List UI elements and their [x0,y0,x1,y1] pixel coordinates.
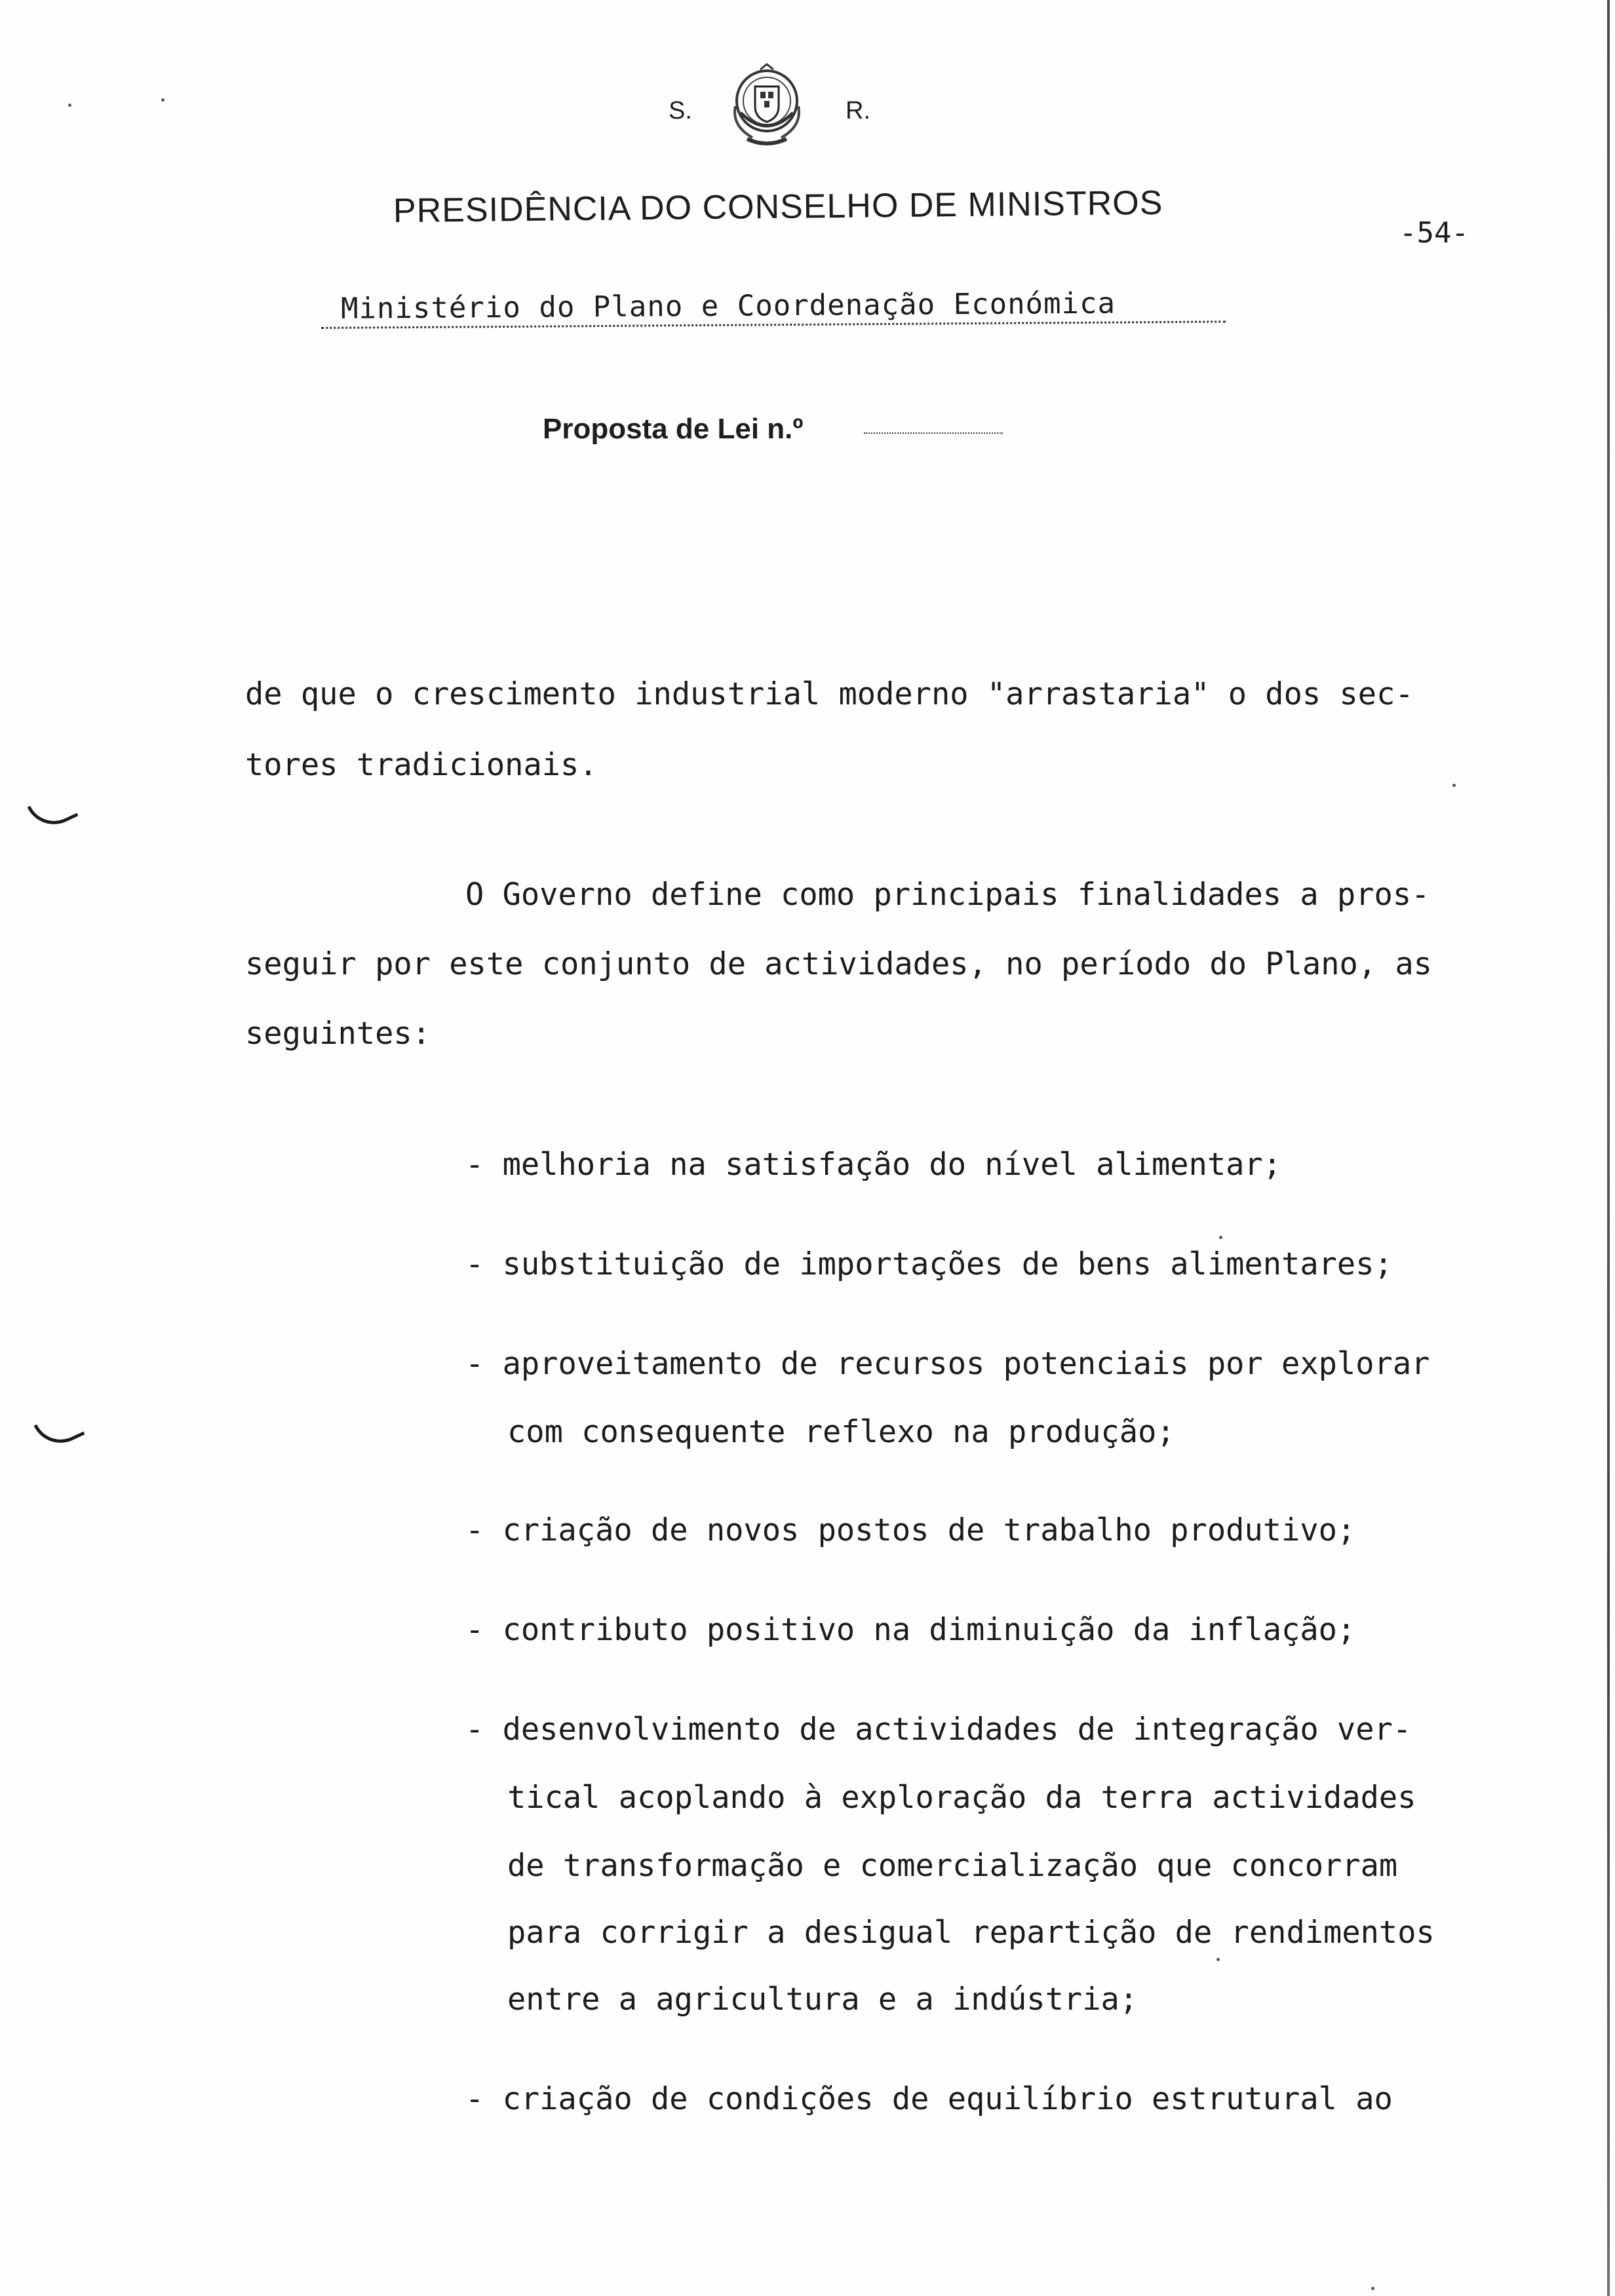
scan-speck [1216,1958,1220,1961]
letterhead-s: S. [669,97,692,124]
binder-hole-mark-top [28,789,79,833]
list-item-6-line5: entre a agricultura e a indústria; [507,1981,1138,2018]
paragraph2-line3: seguintes: [245,1016,431,1052]
list-item-6-line1: - desenvolvimento de actividades de integração ver- [465,1712,1412,1748]
paragraph2-line2: seguir por este conjunto de actividades, no período do Plano, as [245,946,1432,982]
scan-speck [1452,784,1456,787]
list-item-3-line1: - aproveitamento de recursos potenciais por explorar [465,1346,1430,1382]
coat-of-arms-emblem [721,60,813,159]
scan-speck [68,104,71,107]
list-item-6-line2: tical acoplando à exploração da terra actividades [507,1780,1416,1816]
page-number: -54- [1399,216,1469,250]
paragraph2-line1: O Governo define como principais finalidades a pros- [465,877,1430,913]
ministry-name: Ministério do Plano e Coordenação Económica [340,286,1116,326]
ministry-line [321,286,1226,329]
list-item-5: - contributo positivo na diminuição da inflação; [465,1612,1356,1648]
scan-speck [161,98,165,102]
list-item-7: - criação de condições de equilíbrio estrutural ao [465,2081,1393,2117]
letterhead-title: PRESIDÊNCIA DO CONSELHO DE MINISTROS [393,183,1163,230]
letterhead-r: R. [846,97,870,124]
binder-hole-mark-bottom [34,1407,85,1452]
proposal-number-blank [864,432,1003,434]
paragraph1-line1: de que o crescimento industrial moderno "arrastaria" o dos sec- [245,676,1414,712]
scan-speck [1371,2287,1374,2290]
list-item-4: - criação de novos postos de trabalho produtivo; [465,1512,1356,1548]
list-item-1: - melhoria na satisfação do nível alimentar; [465,1147,1282,1183]
list-item-6-line4: para corrigir a desigual repartição de rendimentos [507,1915,1435,1951]
list-item-2: - substituição de importações de bens alimentares; [465,1246,1393,1282]
proposal-label: Proposta de Lei n.º [543,413,804,445]
scan-speck [1219,1236,1222,1239]
list-item-6-line3: de transformação e comercialização que concorram [507,1848,1398,1884]
scan-edge-line [1607,0,1610,2296]
paragraph1-line2: tores tradicionais. [245,747,598,783]
list-item-3-line2: com consequente reflexo na produção; [507,1414,1175,1450]
